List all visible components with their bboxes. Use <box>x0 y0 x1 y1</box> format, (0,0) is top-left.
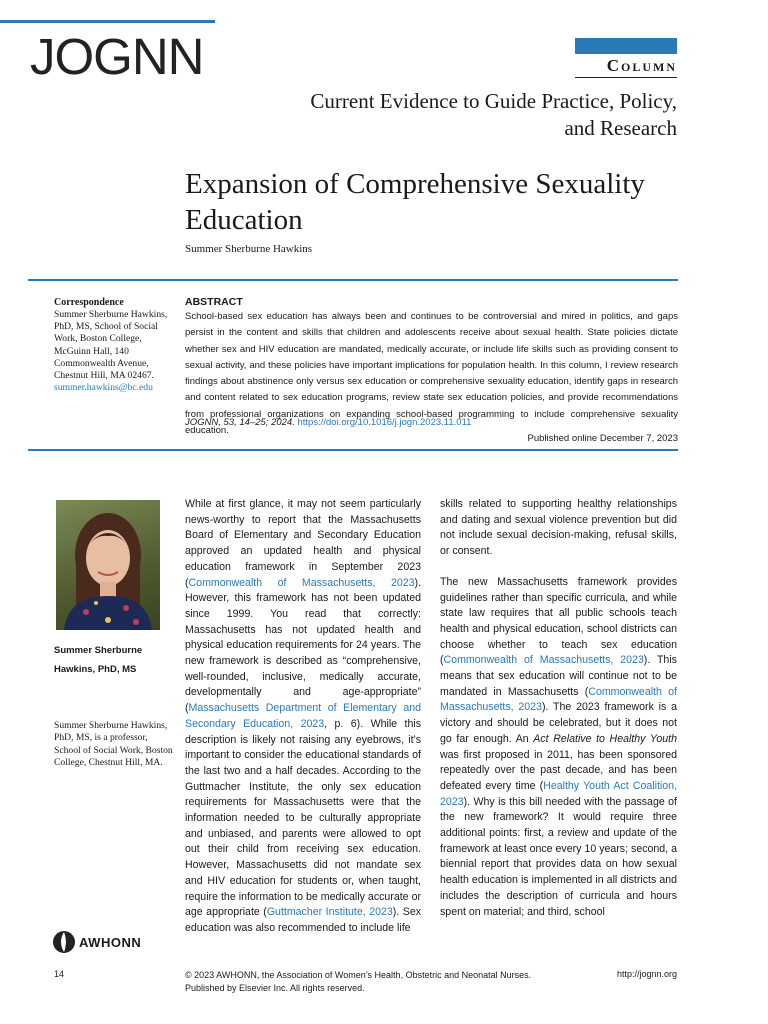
body-paragraph: While at first glance, it may not seem particularly news-worthy to report that the Massachusetts Board of Elementary and Secondary Education approved an updated health and physical education framework in September 2023 (Commonwealth of Massachusetts, 2023). However, this framework has not been updated since 1999. You read that correctly: Massachusetts has not updated health and physical education requirements for 24 years. The new framework is described as “comprehensive, well-rounded, inclusive, medically accurate, developmentally and age-appropriate” (Massachusetts Department of Elementary and Secondary Education, 2023, p. 6). While this description is likely not raising any eyebrows, it’s important to consider the educational standards of the last two and a half decades. According to the Guttmacher Institute, the only sex education requirements for Massachusetts were that the information needed to be culturally appropriate and unbiased, and parents were allowed to opt out their child from receiving sex education. However, Massachusetts did not mandate sex and HIV education for students or, when taught, require the information to be medically accurate or age appropriate (Guttmacher Institute, 2023). Sex education was also recommended to include life <box>185 498 422 934</box>
reference-link[interactable]: Healthy Youth Act Coalition, 2023 <box>440 779 678 808</box>
abstract-text: School-based sex education has always been and continues to be controversial and mired in politics, and gaps persist in the content and skills that children and adolescents receive about sexual health. State policies dictate whether sex and HIV education are mandated, medically accurate, or include life skills such as providing consent to sexual activity, and these policies have important implications for population health. In this column, I review research findings about abstinence only versus sex education or comprehensive sexuality education, identify gaps in research and content related to sex education programs, review state sex education policies, and provide recommendations from professional organizations on expanding school-based programming to include comprehensive sexuality education. <box>185 311 678 437</box>
correspondence-heading: Correspondence <box>54 297 124 308</box>
article-title: Expansion of Comprehensive Sexuality Education <box>185 168 645 236</box>
reference-link[interactable]: Commonwealth of Massachusetts, 2023 <box>188 576 415 589</box>
body-column-right <box>440 497 677 920</box>
abstract-heading: ABSTRACT <box>185 296 243 308</box>
doi-link[interactable]: https://doi.org/10.1016/j.jogn.2023.11.011 <box>297 417 472 428</box>
awhonn-logo-icon <box>52 930 76 954</box>
bio-text: Summer Sherburne Hawkins, PhD, MS, is a professor, School of Social Work, Boston College, Chestnut Hill, MA. <box>54 720 173 769</box>
reference-link[interactable]: Commonwealth of Massachusetts, 2023 <box>440 685 677 714</box>
awhonn-logo <box>52 930 141 954</box>
copyright-line-1: © 2023 AWHONN, the Association of Women’s Health, Obstetric and Neonatal Nurses. <box>185 970 532 980</box>
awhonn-logo-text: AWHONN <box>79 934 142 950</box>
correspondence-block <box>54 309 172 394</box>
column-underline <box>575 77 677 78</box>
abstract-top-rule <box>28 279 678 281</box>
correspondence-text: Summer Sherburne Hawkins, PhD, MS, School of Social Work, Boston College, McGuinn Hall, 140 Commonwealth Avenue, Chestnut Hill, MA 02467. <box>54 309 168 382</box>
author-portrait-image <box>56 500 160 630</box>
top-rule <box>0 20 215 23</box>
article-author: Summer Sherburne Hawkins <box>185 243 313 255</box>
series-title: Current Evidence to Guide Practice, Policy, and Research <box>310 89 677 140</box>
copyright-line-2: Published by Elsevier Inc. All rights reserved. <box>185 982 365 993</box>
reference-link[interactable]: Massachusetts Department of Elementary and Secondary Education, 2023 <box>185 702 421 730</box>
column-label: Column <box>606 56 677 75</box>
reference-link[interactable]: Guttmacher Institute, 2023 <box>266 906 393 919</box>
reference-link[interactable]: Commonwealth of Massachusetts, 2023 <box>443 654 644 667</box>
copyright <box>185 969 531 994</box>
journal-url[interactable]: http://jognn.org <box>616 969 677 979</box>
body-paragraph: The new Massachusetts framework provides guidelines rather than specific curricula, and while state law requires that all public schools teach health and physical education, school districts can choose whether to teach sex education (Commonwealth of Massachusetts, 2023). This means that sex education will continue not to be mandated in Massachusetts (Commonwealth of Massachusetts, 2023). The 2023 framework is a victory and should be celebrated, but it does not go far enough. An Act Relative to Healthy Youth was first proposed in 2011, has been sponsored repeatedly over the past decade, and has been defeated every time (Healthy Youth Act Coalition, 2023). Why is this bill needed with the passage of the new framework? It would require three additional points: first, a review and update of the framework at least once every 10 years; second, a biennial report that provides data on how sexual health education is implemented in all districts and includes the description of curricula and hours spent on material; and third, school <box>440 575 678 918</box>
author-photo <box>56 500 160 630</box>
correspondence-email[interactable]: summer.hawkins@bc.edu <box>54 382 153 394</box>
column-color-bar <box>575 38 677 54</box>
body-column-left <box>185 497 421 937</box>
body-paragraph: skills related to supporting healthy relationships and dating and sexual violence prevention but did not include sexual decision-making, refusal skills, or consent. <box>440 498 677 558</box>
page-number: 14 <box>54 969 65 979</box>
bio-name: Summer Sherburne Hawkins, PhD, MS <box>54 645 143 675</box>
journal-logo: JOGNN <box>30 28 204 85</box>
citation: JOGNN, 53, 14–25; 2024. <box>185 417 295 428</box>
abstract-bottom-rule <box>28 449 678 451</box>
published-date: Published online December 7, 2023 <box>527 433 678 444</box>
citation-line <box>185 417 471 428</box>
